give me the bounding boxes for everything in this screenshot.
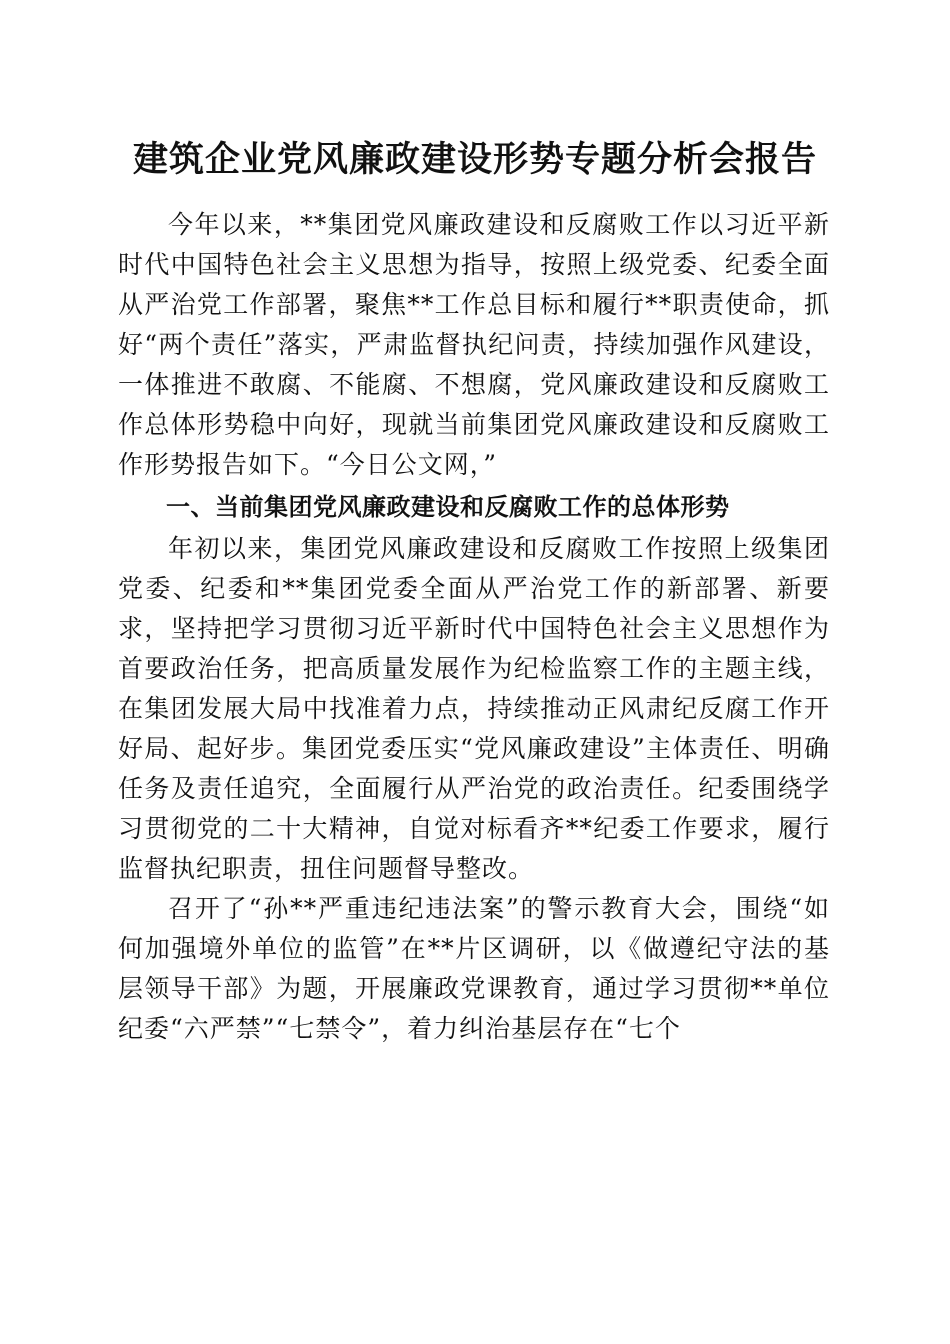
- section-1-heading: 一、当前集团党风廉政建设和反腐败工作的总体形势: [166, 493, 730, 521]
- intro-paragraph: 今年以来，**集团党风廉政建设和反腐败工作以习近平新时代中国特色社会主义思想为指导，按照上级党委、纪委全面从严治党工作部署，聚焦**工作总目标和履行**职责使命，抓好“两个责任”落实，严肃监督执纪问责，持续加强作风建设，一体推进不敢腐、不能腐、不想腐，党风廉政建设和反腐败工作总体形势稳中向好，现就当前集团党风廉政建设和反腐败工作形势报告如下。“今日公文网，”: [118, 210, 830, 479]
- section-1-paragraph-2: 召开了“孙**严重违纪违法案”的警示教育大会，围绕“如何加强境外单位的监管”在**片区调研，以《做遵纪守法的基层领导干部》为题，开展廉政党课教育，通过学习贯彻**单位纪委“六严禁”“七禁令”，着力纠治基层存在“七个: [118, 894, 830, 1043]
- document-title: 建筑企业党风廉政建设形势专题分析会报告: [132, 139, 817, 180]
- section-1-paragraph-1: 年初以来，集团党风廉政建设和反腐败工作按照上级集团党委、纪委和**集团党委全面从严治党工作的新部署、新要求，坚持把学习贯彻习近平新时代中国特色社会主义思想作为首要政治任务，把高质量发展作为纪检监察工作的主题主线，在集团发展大局中找准着力点，持续推动正风肃纪反腐工作开好局、起好步。集团党委压实“党风廉政建设”主体责任、明确任务及责任追究，全面履行从严治党的政治责任。纪委围绕学习贯彻党的二十大精神，自觉对标看齐**纪委工作要求，履行监督执纪职责，扭住问题督导整改。: [118, 534, 830, 883]
- document-body: [118, 205, 830, 1049]
